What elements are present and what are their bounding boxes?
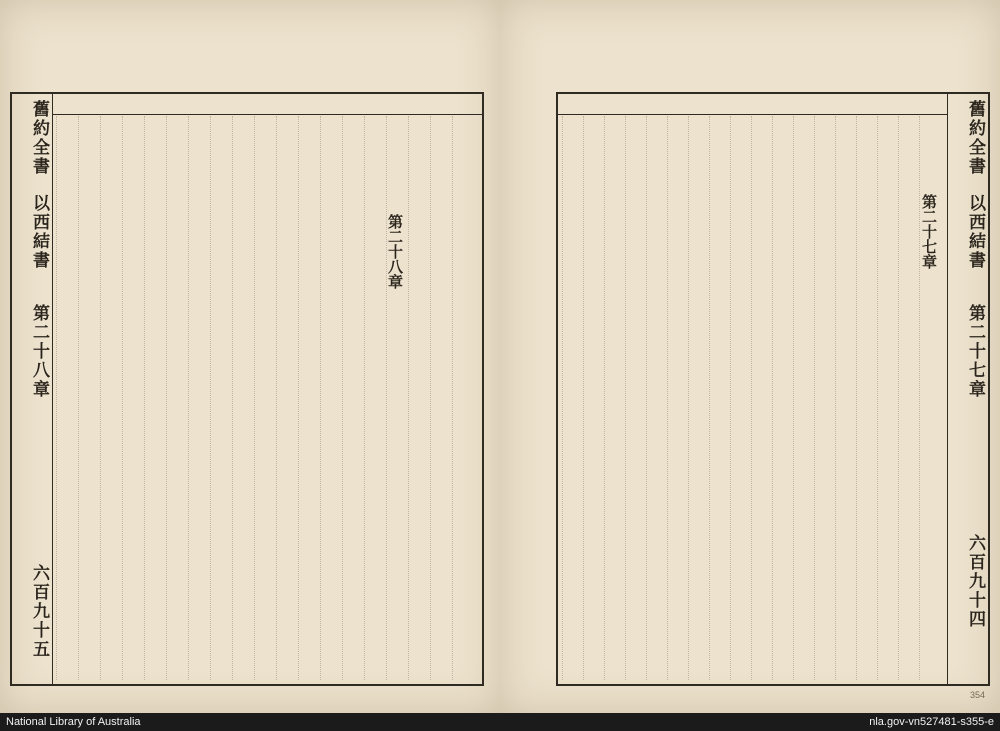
text-column (793, 116, 812, 680)
right-page (500, 0, 1000, 713)
text-column (814, 116, 833, 680)
verse-number-band (558, 94, 947, 115)
text-column (877, 116, 896, 680)
text-column (604, 116, 623, 680)
library-stamp: 354 (970, 690, 986, 700)
text-column (646, 116, 665, 680)
text-column (78, 116, 97, 680)
text-column (56, 116, 75, 680)
text-column (364, 116, 383, 680)
text-column (100, 116, 119, 680)
text-column (386, 116, 405, 680)
text-column (166, 116, 185, 680)
chapter-title: 第二十八章 (386, 214, 404, 289)
text-column (709, 116, 728, 680)
header-title: 以西結書 (29, 194, 49, 270)
text-frame (556, 92, 990, 686)
text-column (898, 116, 917, 680)
credit-identifier: nla.gov-vn527481-s355-e (869, 716, 994, 728)
header-chapter: 第二十七章 (965, 304, 985, 399)
text-column (342, 116, 361, 680)
running-header (12, 94, 53, 684)
text-column (430, 116, 449, 680)
header-book: 舊約全書 (965, 100, 985, 176)
text-column (188, 116, 207, 680)
text-column (254, 116, 273, 680)
text-column (452, 116, 471, 680)
text-column (298, 116, 317, 680)
verse-number-band (53, 94, 482, 115)
page-number: 六百九十四 (965, 534, 985, 629)
text-column (772, 116, 791, 680)
left-page (0, 0, 501, 713)
text-column (688, 116, 707, 680)
chapter-title: 第二十七章 (920, 194, 938, 269)
text-column (751, 116, 770, 680)
text-column (835, 116, 854, 680)
text-column (730, 116, 749, 680)
header-chapter: 第二十八章 (29, 304, 49, 399)
credit-institution: National Library of Australia (6, 716, 141, 728)
running-header (947, 94, 988, 684)
text-column (562, 116, 581, 680)
text-frame (10, 92, 484, 686)
text-column (144, 116, 163, 680)
credit-bar (0, 713, 1000, 731)
text-column (276, 116, 295, 680)
header-book: 舊約全書 (29, 100, 49, 176)
text-column (232, 116, 251, 680)
text-column (667, 116, 686, 680)
text-column (583, 116, 602, 680)
text-column (320, 116, 339, 680)
text-column (408, 116, 427, 680)
text-column (210, 116, 229, 680)
page-number: 六百九十五 (29, 564, 49, 659)
header-title: 以西結書 (965, 194, 985, 270)
text-column (856, 116, 875, 680)
text-column (625, 116, 644, 680)
text-column (122, 116, 141, 680)
